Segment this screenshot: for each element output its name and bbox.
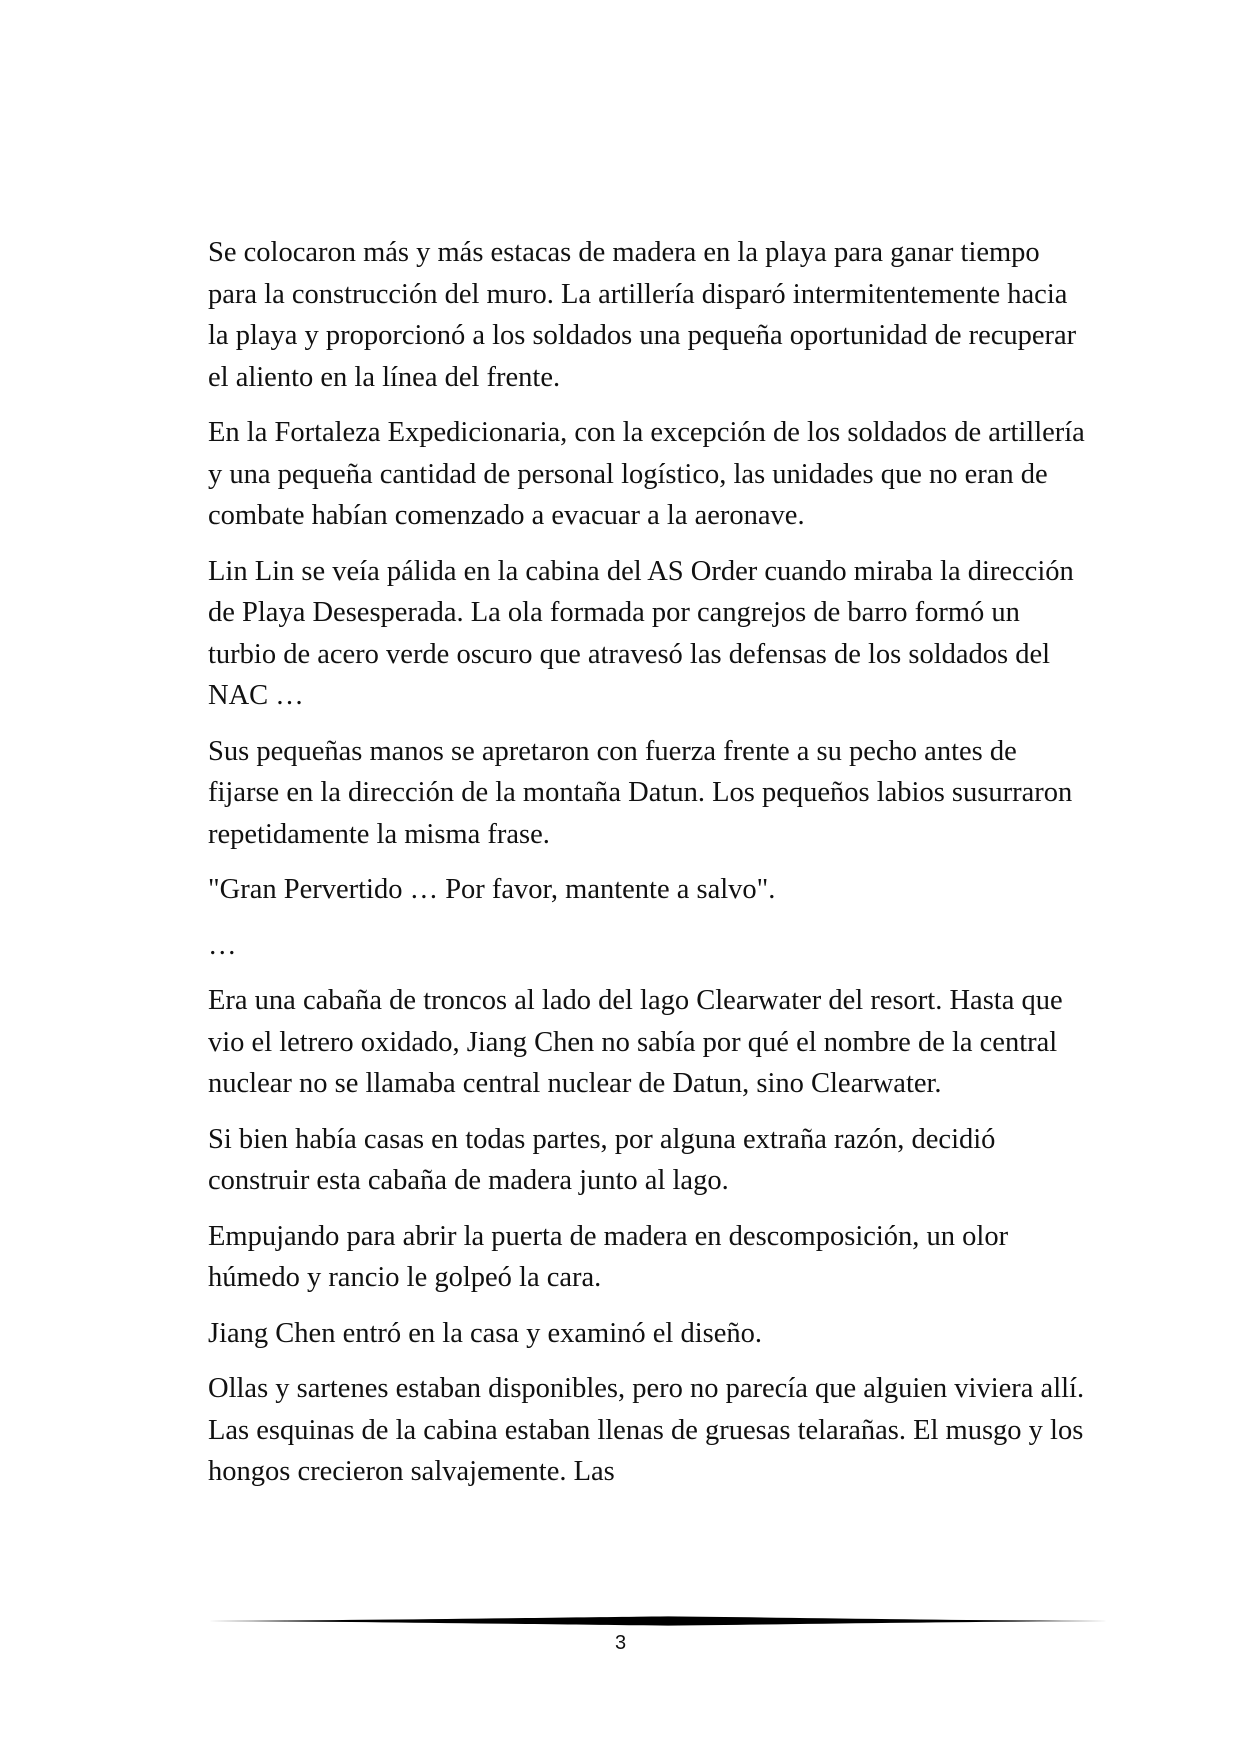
footer-divider-stroke: [208, 1616, 1108, 1625]
paragraph-3: Lin Lin se veía pálida en la cabina del AS Order cuando miraba la dirección de Playa Desesperada. La ola formada por cangrejos de barro formó un turbio de acero verde oscuro que atravesó las defensas de los soldados del NAC …: [208, 555, 1074, 711]
paragraph-6: …: [208, 929, 237, 961]
paragraph-7: Era una cabaña de troncos al lado del lago Clearwater del resort. Hasta que vio el letrero oxidado, Jiang Chen no sabía por qué el nombre de la central nuclear no se llamaba central nuclear de Datun, sino Clearwater.: [208, 985, 1063, 1099]
paragraph-8: Si bien había casas en todas partes, por alguna extraña razón, decidió construir esta cabaña de madera junto al lago.: [208, 1123, 996, 1196]
paragraph-1: Se colocaron más y más estacas de madera en la playa para ganar tiempo para la construcción del muro. La artillería disparó intermitentemente hacia la playa y proporcionó a los soldados una pequeña oportunidad de recuperar el aliento en la línea del frente.: [208, 237, 1077, 393]
paragraph-9: Empujando para abrir la puerta de madera en descomposición, un olor húmedo y rancio le golpeó la cara.: [208, 1220, 1009, 1293]
page-number: 3: [614, 1632, 627, 1654]
paragraph-5: "Gran Pervertido … Por favor, mantente a salvo".: [208, 874, 776, 905]
footer-divider: [208, 1614, 1108, 1628]
paragraph-4: Sus pequeñas manos se apretaron con fuerza frente a su pecho antes de fijarse en la dirección de la montaña Datun. Los pequeños labios susurraron repetidamente la misma frase.: [208, 735, 1073, 850]
paragraph-11: Ollas y sartenes estaban disponibles, pero no parecía que alguien viviera allí. Las esquinas de la cabina estaban llenas de gruesas telarañas. El musgo y los hongos crecieron salvajemente. Las: [208, 1373, 1085, 1487]
body-text: [208, 232, 1088, 1507]
paragraph-2: En la Fortaleza Expedicionaria, con la excepción de los soldados de artillería y una pequeña cantidad de personal logístico, las unidades que no eran de combate habían comenzado a evacuar a la aeronave.: [208, 417, 1085, 531]
paragraph-10: Jiang Chen entró en la casa y examinó el diseño.: [208, 1317, 762, 1349]
